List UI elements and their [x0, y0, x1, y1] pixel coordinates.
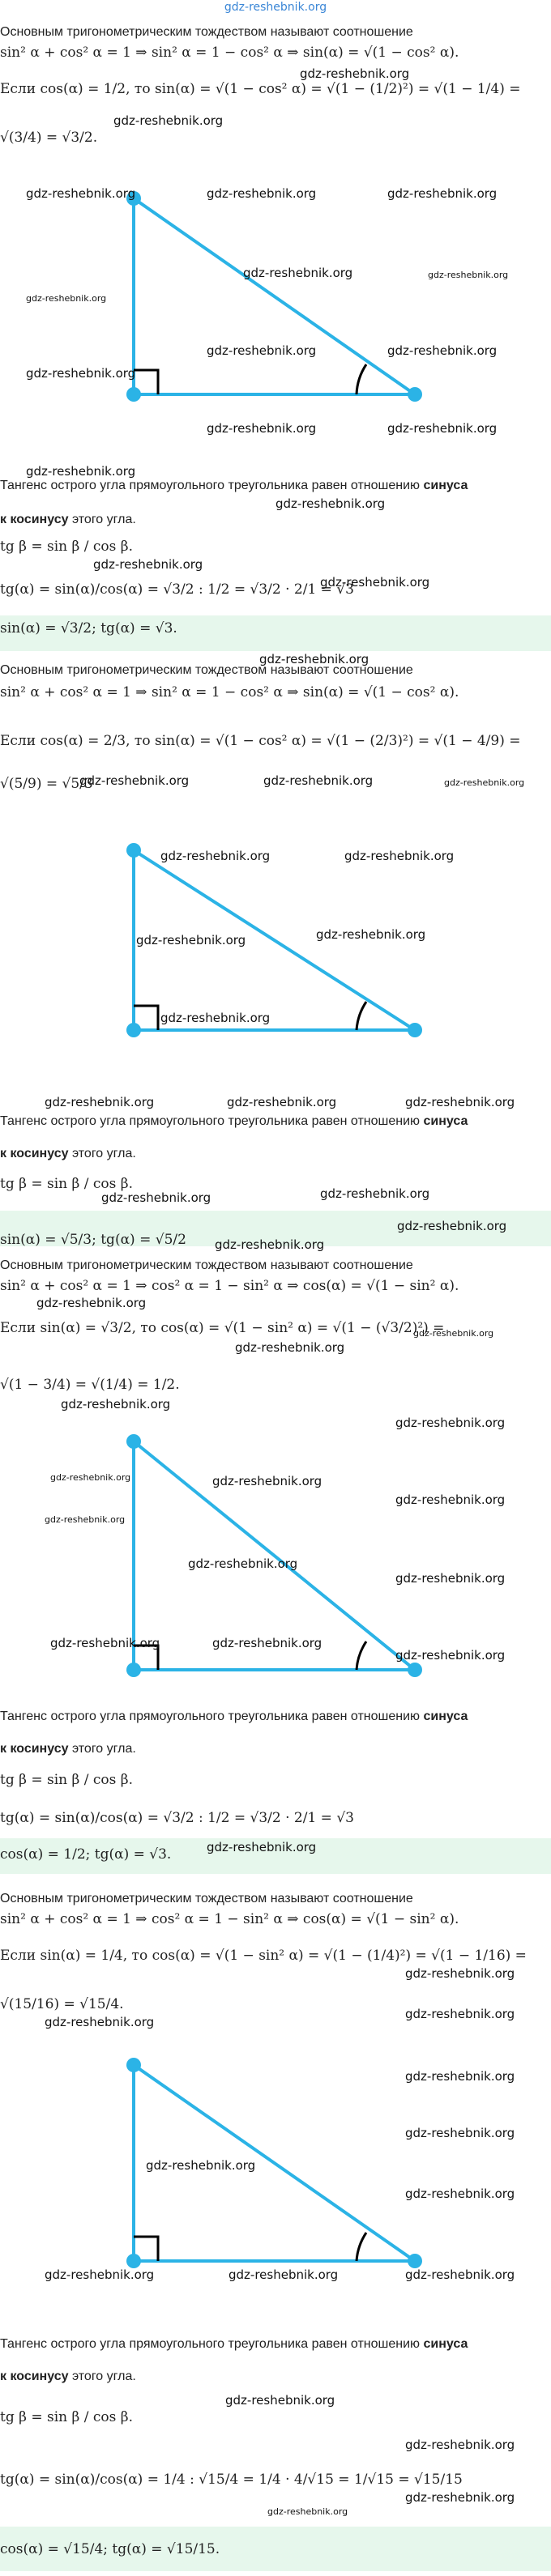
tangent-bold: синуса	[423, 1710, 468, 1723]
answer-text: cos(α) = √15/4; tg(α) = √15/15.	[0, 2541, 220, 2557]
tangent-text: Тангенс острого угла прямоугольного треугольника равен отношению	[0, 1710, 424, 1723]
vertex-point	[126, 2254, 141, 2268]
watermark: gdz-reshebnik.org	[320, 1186, 430, 1201]
watermark: gdz-reshebnik.org	[235, 1340, 345, 1355]
triangle-outline	[134, 198, 415, 394]
tangent-bold: к косинусу	[0, 1147, 69, 1160]
vertex-point	[408, 2254, 422, 2268]
watermark: gdz-reshebnik.org	[207, 1840, 317, 1854]
watermark: gdz-reshebnik.org	[207, 343, 317, 358]
result-line: √(1 − 3/4) = √(1/4) = 1/2.	[0, 1377, 180, 1393]
watermark: gdz-reshebnik.org	[267, 2506, 348, 2517]
derivation: , то cos(α) = √(1 − sin² α) = √(1 − (1/4)²) = √(1 − 1/16) =	[122, 1948, 527, 1964]
given-prefix: Если	[0, 733, 36, 749]
watermark: gdz-reshebnik.org	[45, 1095, 155, 1109]
right-triangle-diagram	[0, 182, 551, 449]
tangent-definition-cont	[0, 512, 136, 528]
watermark: gdz-reshebnik.org	[387, 186, 498, 201]
watermark: gdz-reshebnik.org	[212, 1636, 322, 1650]
watermark: gdz-reshebnik.org	[405, 2007, 515, 2021]
watermark: gdz-reshebnik.org	[113, 113, 224, 128]
tg-definition: tg β = sin β / cos β.	[0, 539, 133, 555]
watermark: gdz-reshebnik.org	[160, 1011, 271, 1025]
tg-definition: tg β = sin β / cos β.	[0, 2409, 133, 2425]
given-value: cos(α) = 1/2	[40, 81, 126, 97]
watermark: gdz-reshebnik.org	[212, 1474, 322, 1488]
answer-text: cos(α) = 1/2; tg(α) = √3.	[0, 1846, 172, 1863]
watermark: gdz-reshebnik.org	[50, 1472, 131, 1483]
identity-intro: Основным тригонометрическим тождеством называют соотношение	[0, 1892, 413, 1905]
vertex-point	[408, 1663, 422, 1677]
given-value: sin(α) = √3/2	[40, 1320, 132, 1336]
angle-alpha-arc	[357, 364, 366, 394]
derivation: , то cos(α) = √(1 − sin² α) = √(1 − (√3/2)²) =	[131, 1320, 445, 1336]
watermark: gdz-reshebnik.org	[387, 421, 498, 436]
watermark: gdz-reshebnik.org	[79, 773, 190, 788]
vertex-point	[126, 1023, 141, 1037]
watermark: gdz-reshebnik.org	[26, 186, 136, 201]
answer-box	[0, 2527, 551, 2571]
watermark: gdz-reshebnik.org	[405, 2490, 515, 2505]
watermark: gdz-reshebnik.org	[405, 2267, 515, 2282]
given-line	[0, 1320, 444, 1336]
watermark: gdz-reshebnik.org	[395, 1492, 506, 1507]
watermark: gdz-reshebnik.org	[413, 1328, 494, 1339]
watermark: gdz-reshebnik.org	[405, 1966, 515, 1981]
watermark: gdz-reshebnik.org	[93, 557, 203, 572]
result-line: √(15/16) = √15/4.	[0, 1996, 124, 2012]
tangent-definition	[0, 478, 543, 494]
identity-formula: sin² α + cos² α = 1 ⇒ cos² α = 1 − sin² α ⇒ cos(α) = √(1 − sin² α).	[0, 1278, 459, 1294]
watermark: gdz-reshebnik.org	[207, 186, 317, 201]
watermark: gdz-reshebnik.org	[405, 2186, 515, 2201]
site-header	[0, 0, 551, 18]
watermark: gdz-reshebnik.org	[61, 1397, 171, 1411]
tangent-text: этого угла.	[68, 1742, 136, 1756]
watermark: gdz-reshebnik.org	[263, 773, 374, 788]
watermark: gdz-reshebnik.org	[397, 1219, 507, 1233]
tangent-definition-cont	[0, 1146, 136, 1162]
given-value: cos(α) = 2/3	[40, 733, 126, 749]
tangent-bold: к косинусу	[0, 1742, 69, 1756]
watermark: gdz-reshebnik.org	[26, 464, 136, 479]
tg-calculation: tg(α) = sin(α)/cos(α) = 1/4 : √15/4 = 1/4 · 4/√15 = 1/√15 = √15/15	[0, 2472, 463, 2488]
watermark: gdz-reshebnik.org	[395, 1648, 506, 1663]
given-prefix: Если	[0, 81, 36, 97]
watermark: gdz-reshebnik.org	[444, 777, 525, 788]
vertex-point	[408, 1023, 422, 1037]
answer-text: sin(α) = √3/2; tg(α) = √3.	[0, 620, 177, 637]
result-line: √(3/4) = √3/2.	[0, 130, 98, 146]
tangent-text: этого угла.	[68, 1147, 136, 1160]
watermark: gdz-reshebnik.org	[215, 1237, 325, 1252]
watermark: gdz-reshebnik.org	[316, 927, 426, 942]
tangent-definition	[0, 2336, 543, 2352]
tangent-bold: синуса	[423, 2337, 468, 2351]
watermark: gdz-reshebnik.org	[395, 1571, 506, 1586]
watermark: gdz-reshebnik.org	[276, 496, 386, 511]
identity-intro: Основным тригонометрическим тождеством называют соотношение	[0, 1258, 413, 1272]
answer-text: sin(α) = √5/3; tg(α) = √5/2	[0, 1232, 186, 1248]
identity-intro: Основным тригонометрическим тождеством называют соотношение	[0, 663, 413, 677]
watermark: gdz-reshebnik.org	[188, 1556, 298, 1571]
watermark: gdz-reshebnik.org	[243, 266, 353, 280]
watermark: gdz-reshebnik.org	[387, 343, 498, 358]
vertex-point	[126, 843, 141, 858]
tangent-bold: к косинусу	[0, 2369, 69, 2383]
watermark: gdz-reshebnik.org	[229, 2267, 339, 2282]
watermark: gdz-reshebnik.org	[225, 2393, 335, 2408]
watermark: gdz-reshebnik.org	[26, 293, 107, 304]
given-line	[0, 81, 521, 97]
tg-definition: tg β = sin β / cos β.	[0, 1176, 133, 1192]
watermark: gdz-reshebnik.org	[45, 1514, 126, 1525]
watermark: gdz-reshebnik.org	[136, 933, 246, 947]
watermark: gdz-reshebnik.org	[405, 2126, 515, 2140]
watermark: gdz-reshebnik.org	[344, 849, 455, 863]
tangent-text: Тангенс острого угла прямоугольного треугольника равен отношению	[0, 2337, 424, 2351]
given-value: sin(α) = 1/4	[40, 1948, 123, 1964]
tangent-definition-cont	[0, 1741, 136, 1757]
vertex-point	[126, 387, 141, 402]
angle-alpha-arc	[357, 1641, 366, 1670]
tg-calculation: tg(α) = sin(α)/cos(α) = √3/2 : 1/2 = √3/2 · 2/1 = √3	[0, 581, 354, 598]
vertex-point	[126, 2058, 141, 2072]
tangent-bold: к косинусу	[0, 513, 69, 526]
given-line	[0, 733, 521, 749]
tangent-definition-cont	[0, 2369, 136, 2385]
derivation: , то sin(α) = √(1 − cos² α) = √(1 − (1/2)²) = √(1 − 1/4) =	[126, 81, 521, 97]
vertex-point	[126, 1434, 141, 1449]
angle-alpha-arc	[357, 2233, 366, 2261]
watermark: gdz-reshebnik.org	[395, 1416, 506, 1430]
watermark: gdz-reshebnik.org	[50, 1636, 160, 1650]
watermark: gdz-reshebnik.org	[146, 2158, 256, 2173]
watermark: gdz-reshebnik.org	[227, 1095, 337, 1109]
identity-formula: sin² α + cos² α = 1 ⇒ sin² α = 1 − cos² α ⇒ sin(α) = √(1 − cos² α).	[0, 45, 459, 61]
tg-calculation: tg(α) = sin(α)/cos(α) = √3/2 : 1/2 = √3/2 · 2/1 = √3	[0, 1810, 354, 1826]
tangent-text: Тангенс острого угла прямоугольного треугольника равен отношению	[0, 1114, 424, 1128]
given-prefix: Если	[0, 1320, 36, 1336]
watermark: gdz-reshebnik.org	[300, 66, 410, 81]
site-header-label: gdz-reshebnik.org	[224, 1, 327, 14]
watermark: gdz-reshebnik.org	[405, 2438, 515, 2452]
answer-box	[0, 615, 551, 651]
tangent-bold: синуса	[423, 479, 468, 492]
tangent-text: этого угла.	[68, 2369, 136, 2383]
watermark: gdz-reshebnik.org	[428, 270, 509, 280]
identity-formula: sin² α + cos² α = 1 ⇒ cos² α = 1 − sin² α ⇒ cos(α) = √(1 − sin² α).	[0, 1911, 459, 1927]
watermark: gdz-reshebnik.org	[207, 421, 317, 436]
watermark: gdz-reshebnik.org	[320, 575, 430, 590]
watermark: gdz-reshebnik.org	[405, 2069, 515, 2084]
watermark: gdz-reshebnik.org	[101, 1190, 211, 1205]
watermark: gdz-reshebnik.org	[36, 1296, 147, 1310]
identity-formula: sin² α + cos² α = 1 ⇒ sin² α = 1 − cos² α ⇒ sin(α) = √(1 − cos² α).	[0, 684, 459, 700]
watermark: gdz-reshebnik.org	[45, 2267, 155, 2282]
tangent-definition	[0, 1709, 543, 1725]
result-line: √(5/9) = √5/3	[0, 776, 93, 792]
tangent-text: Тангенс острого угла прямоугольного треугольника равен отношению	[0, 479, 424, 492]
derivation: , то sin(α) = √(1 − cos² α) = √(1 − (2/3)²) = √(1 − 4/9) =	[126, 733, 521, 749]
vertex-point	[126, 1663, 141, 1677]
right-triangle-diagram	[0, 834, 551, 1061]
watermark: gdz-reshebnik.org	[160, 849, 271, 863]
given-line	[0, 1948, 527, 1964]
given-prefix: Если	[0, 1948, 36, 1964]
tangent-definition	[0, 1113, 543, 1130]
tangent-text: этого угла.	[68, 513, 136, 526]
watermark: gdz-reshebnik.org	[259, 652, 369, 666]
watermark: gdz-reshebnik.org	[405, 1095, 515, 1109]
tangent-bold: синуса	[423, 1114, 468, 1128]
vertex-point	[408, 387, 422, 402]
identity-intro: Основным тригонометрическим тождеством называют соотношение	[0, 25, 413, 39]
angle-alpha-arc	[357, 1002, 366, 1030]
tg-definition: tg β = sin β / cos β.	[0, 1772, 133, 1788]
watermark: gdz-reshebnik.org	[26, 366, 136, 381]
right-triangle-diagram	[0, 2049, 551, 2292]
watermark: gdz-reshebnik.org	[45, 2015, 155, 2029]
